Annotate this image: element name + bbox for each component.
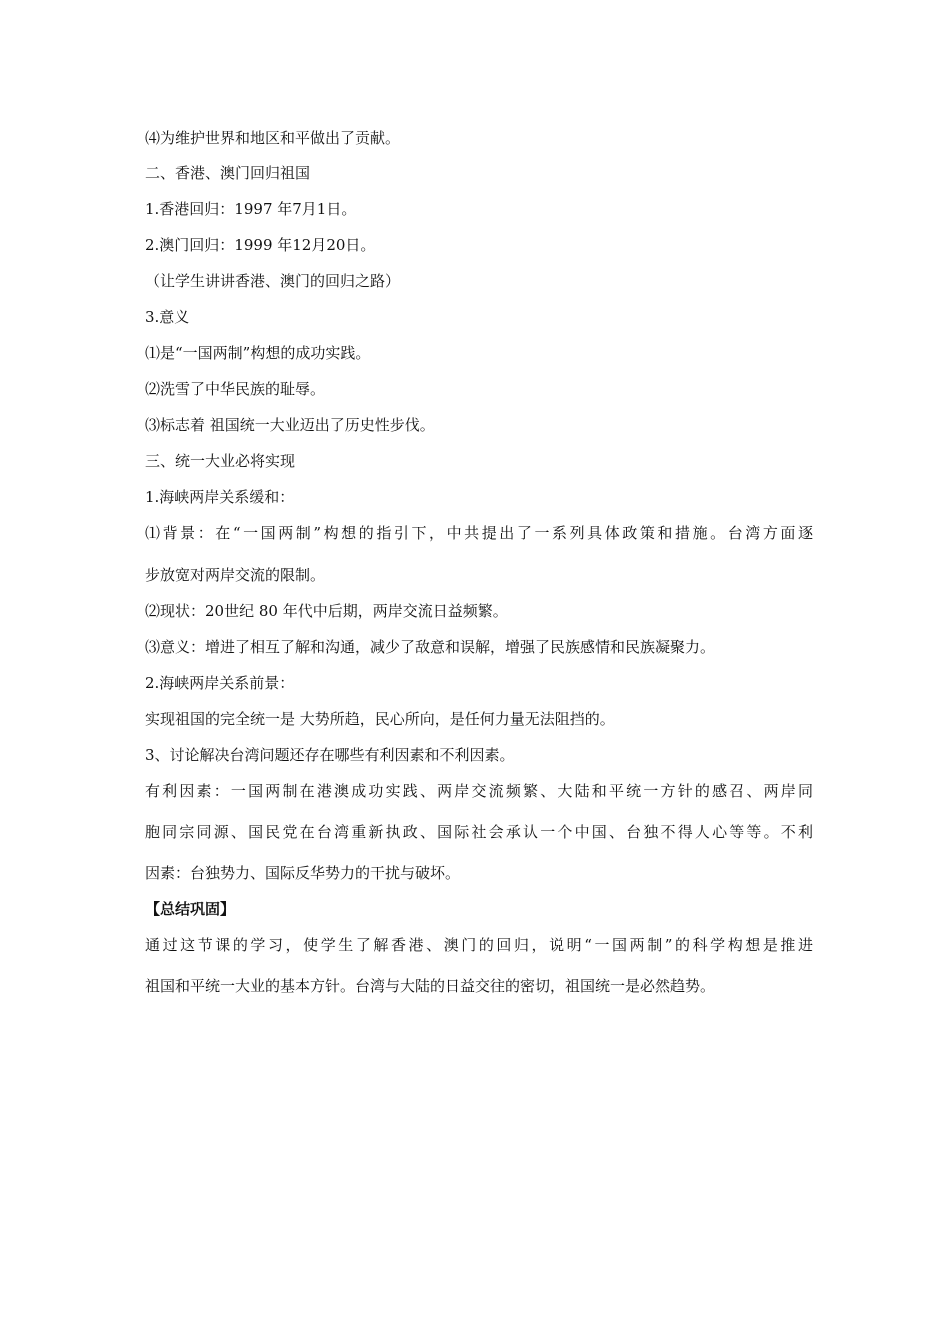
macau-return: 2.澳门回归：1999 年12月20日。 bbox=[145, 236, 376, 254]
prospect-heading: 2.海峡两岸关系前景： bbox=[145, 674, 295, 692]
hongkong-return: 1.香港回归：1997 年7月1日。 bbox=[145, 200, 357, 218]
background-line-1: ⑴背景：在“一国两制”构想的指引下，中共提出了一系列具体政策和措施。台湾方面逐 bbox=[145, 524, 813, 542]
meaning-item: ⑶意义：增进了相互了解和沟通，减少了敌意和误解，增强了民族感情和民族凝聚力。 bbox=[145, 638, 716, 656]
significance-item-1: ⑴是“一国两制”构想的成功实践。 bbox=[145, 344, 371, 362]
summary-heading: 【总结巩固】 bbox=[145, 900, 236, 918]
summary-line-2: 祖国和平统一大业的基本方针。台湾与大陆的日益交往的密切，祖国统一是必然趋势。 bbox=[145, 977, 716, 995]
background-line-2: 步放宽对两岸交流的限制。 bbox=[145, 566, 326, 584]
item-4-contribution: ⑷为维护世界和地区和平做出了贡献。 bbox=[145, 129, 401, 147]
factors-line-2: 胞同宗同源、国民党在台湾重新执政、国际社会承认一个中国、台独不得人心等等。不利 bbox=[145, 823, 813, 841]
significance-item-2: ⑵洗雪了中华民族的耻辱。 bbox=[145, 380, 326, 398]
factors-line-3: 因素：台独势力、国际反华势力的干扰与破坏。 bbox=[145, 864, 461, 882]
summary-line-1: 通过这节课的学习，使学生了解香港、澳门的回归，说明“一国两制”的科学构想是推进 bbox=[145, 936, 813, 954]
prospect-text: 实现祖国的完全统一是 大势所趋，民心所向，是任何力量无法阻挡的。 bbox=[145, 710, 615, 728]
significance-heading: 3.意义 bbox=[145, 308, 190, 326]
activity-note: （让学生讲讲香港、澳门的回归之路） bbox=[145, 272, 401, 290]
factors-line-1: 有利因素：一国两制在港澳成功实践、两岸交流频繁、大陆和平统一方针的感召、两岸同 bbox=[145, 782, 813, 800]
discussion-heading: 3、讨论解决台湾问题还存在哪些有利因素和不利因素。 bbox=[145, 746, 515, 764]
section-heading-2: 二、香港、澳门回归祖国 bbox=[145, 164, 311, 182]
status-item: ⑵现状：20世纪 80 年代中后期，两岸交流日益频繁。 bbox=[145, 602, 508, 620]
significance-item-3: ⑶标志着 祖国统一大业迈出了历史性步伐。 bbox=[145, 416, 435, 434]
section-heading-3: 三、统一大业必将实现 bbox=[145, 452, 296, 470]
strait-relations-heading: 1.海峡两岸关系缓和： bbox=[145, 488, 295, 506]
